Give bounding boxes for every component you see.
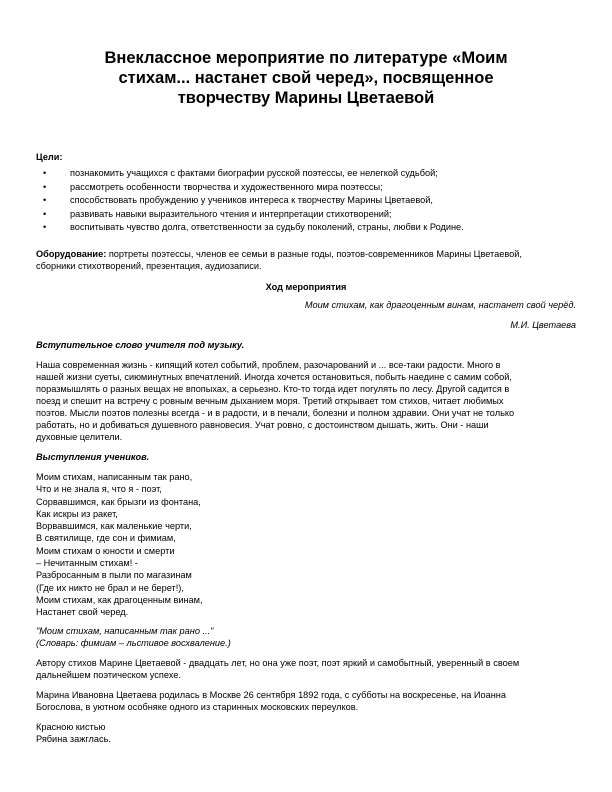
caption-line: "Моим стихам, написанным так рано ..." [36, 626, 214, 636]
students-heading: Выступления учеников. [36, 452, 150, 462]
bullet: • [43, 208, 47, 219]
text-line: Марина Ивановна Цветаева родилась в Москве 26 сентября 1892 года, с субботы на воскресенье, на Иоанна [36, 690, 506, 700]
poem-line: В святилище, где сон и фимиам, [36, 533, 176, 544]
equipment-label: Оборудование: [36, 249, 107, 259]
document-title [60, 48, 552, 108]
poem-line: Рябина зажглась. [36, 734, 111, 744]
poem-line: Моим стихам, как драгоценным винам, [36, 594, 203, 605]
epigraph: Моим стихам, как драгоценным винам, настанет свой черёд. [304, 300, 576, 310]
poem-line: Как искры из ракет, [36, 508, 118, 519]
goals-heading: Цели: [36, 152, 63, 162]
text-line: нашей жизни суеты, сиюминутных впечатлений. Иногда хочется остановиться, побыть наедине с самим собой, [36, 372, 512, 382]
bullet: • [43, 195, 47, 205]
list-item: • познакомить учащихся с фактами биографии русской поэтессы, ее нелегкой судьбой; [43, 168, 438, 178]
text-line: духовные целители. [36, 432, 123, 442]
equipment-text: портреты поэтессы, членов ее семьи в разные годы, поэтов-современников Марины Цветаевой, [106, 249, 522, 259]
intro-heading: Вступительное слово учителя под музыку. [36, 340, 245, 350]
poem-line: – Нечитанным стихам! - [36, 558, 138, 569]
text-line: поэтов. Мысли поэтов полезны всегда - и в радости, и в печали, болезни и полном здравии. Они учат не только [36, 408, 515, 418]
equipment-text: сборники стихотворений, презентация, аудиозаписи. [36, 261, 262, 271]
poem-line: Сорвавшимся, как брызги из фонтана, [36, 496, 201, 507]
poem-line: Моим стихам о юности и смерти [36, 545, 175, 556]
poem2-block [36, 721, 576, 745]
bullet: • [43, 168, 47, 178]
poem-line: Красною кистью [36, 722, 106, 732]
poem-block [36, 471, 576, 619]
list-item: • развивать навыки выразительного чтения и интерпретации стихотворений; [43, 208, 392, 219]
title-line: стихам... настанет свой черед», посвященное [118, 69, 494, 87]
caption-line: (Словарь: фимиам – льстивое восхваление.) [36, 638, 231, 648]
poem-line: Моим стихам, написанным так рано, [36, 472, 193, 482]
bullet: • [43, 222, 47, 232]
list-item: • рассмотреть особенности творчества и художественного мира поэтессы; [43, 181, 383, 192]
title-line: творчеству Марины Цветаевой [177, 89, 435, 107]
paragraph-author [36, 657, 576, 681]
intro-paragraph [36, 359, 576, 443]
goals-list [36, 167, 576, 235]
poem-line: (Где их никто не брал и не берет!), [36, 582, 184, 593]
list-item: • воспитывать чувство долга, ответственности за судьбу поколений, страны, любви к Родине. [43, 222, 464, 232]
text-line: дальнейшем поэтическом успехе. [36, 670, 181, 680]
text-line: Богослова, в уютном особняке одного из старинных московских переулков. [36, 702, 359, 712]
poem-line: Настанет свой черед. [36, 607, 129, 618]
bullet: • [43, 181, 47, 192]
text-line: поезд и спешит на встречу с ровным вечным дыханием моря. Третий открывает том стихов, читает любимых [36, 396, 504, 406]
text-line: Наша современная жизнь - кипящий котел событий, проблем, разочарований и ... все-таки радости. Много в [36, 360, 501, 370]
list-item: • способствовать пробуждению у учеников интереса к творчеству Марины Цветаевой, [43, 195, 433, 205]
event-heading: Ход мероприятия [265, 282, 347, 292]
poem-caption [36, 625, 576, 649]
poem-line: Что и не знала я, что я - поэт, [36, 484, 162, 495]
title-line: Внеклассное мероприятие по литературе «Моим [104, 49, 508, 67]
text-line: поразмышлять о разных вещах не впопыхах, а серьезно. Кто-то тогда идет погулять по лесу. Другой садится в [36, 384, 510, 394]
poem-line: Ворвавшимся, как маленькие черти, [36, 521, 192, 532]
equipment-paragraph [36, 248, 576, 272]
epigraph-author: М.И. Цветаева [510, 320, 576, 330]
paragraph-biography [36, 689, 576, 713]
poem-line: Разбросанным в пыли по магазинам [36, 570, 192, 581]
text-line: Автору стихов Марине Цветаевой - двадцать лет, но она уже поэт, поэт яркий и самобытный, уверенный в своем [36, 658, 520, 668]
text-line: работать, но и добиваться душевного равновесия. Учат ровно, с достоинством дышать, жить. Они - наши [36, 420, 489, 430]
